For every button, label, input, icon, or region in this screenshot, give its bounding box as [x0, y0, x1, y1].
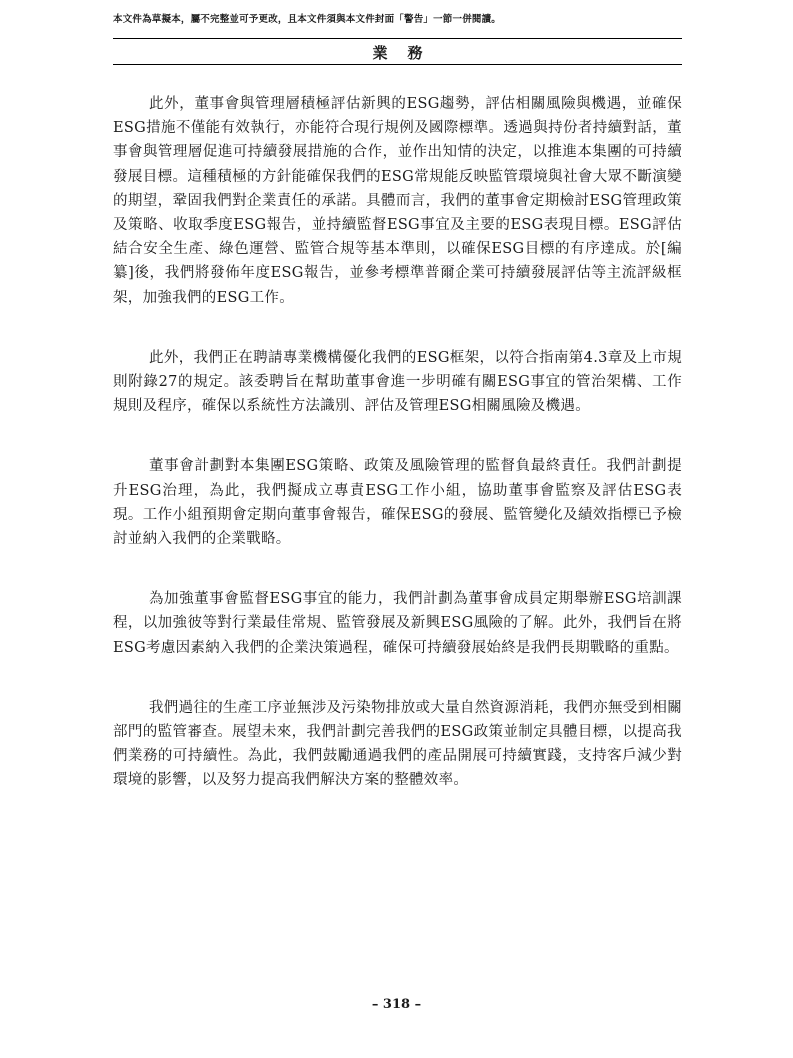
paragraph-environmental-impact: 我們過往的生產工序並無涉及污染物排放或大量自然資源消耗，我們亦無受到相關部門的監管審查。展望未來，我們計劃完善我們的ESG政策並制定具體目標，以提高我們業務的可持續性。為此，我們鼓勵通過我們的產品開展可持續實踐，支持客戶減少對環境的影響，以及努力提高我們解決方案的整體效率。 [113, 699, 682, 789]
section-title: 業務 [372, 44, 443, 62]
paragraph-esg-framework: 此外，我們正在聘請專業機構優化我們的ESG框架，以符合指南第4.3章及上市規則附錄27的規定。該委聘旨在幫助董事會進一步明確有關ESG事宜的管治架構、工作規則及程序，確保以系統性方法識別、評估及管理ESG相關風險及機遇。 [113, 349, 682, 415]
page-number: – 318 – [371, 997, 422, 1012]
header-rule-top [113, 38, 682, 39]
draft-warning-notice: 本文件為草擬本，屬不完整並可予更改，且本文件須與本文件封面「警告」一節一併閱讀。 [113, 14, 502, 25]
paragraph-esg-training: 為加強董事會監督ESG事宜的能力，我們計劃為董事會成員定期舉辦ESG培訓課程，以加強彼等對行業最佳常規、監管發展及新興ESG風險的了解。此外，我們旨在將ESG考慮因素納入我們的企業決策過程，確保可持續發展始終是我們長期戰略的重點。 [113, 591, 682, 656]
header-rule-bottom [113, 64, 682, 65]
paragraph-esg-board-oversight: 此外，董事會與管理層積極評估新興的ESG趨勢，評估相關風險與機遇，並確保ESG措施不僅能有效執行，亦能符合現行規例及國際標準。透過與持份者持續對話，董事會與管理層促進可持續發展措施的合作，並作出知情的決定，以推進本集團的可持續發展目標。這種積極的方針能確保我們的ESG常規能反映監管環境與社會大眾不斷演變的期望，鞏固我們對企業責任的承諾。具體而言，我們的董事會定期檢討ESG管理政策及策略、收取季度ESG報告，並持續監督ESG事宜及主要的ESG表現目標。ESG評估結合安全生產、綠色運營、監管合規等基本準則，以確保ESG目標的有序達成。於[編纂]後，我們將發佈年度ESG報告，並參考標準普爾企業可持續發展評估等主流評級框架，加強我們的ESG工作。 [113, 96, 682, 306]
paragraph-esg-governance: 董事會計劃對本集團ESG策略、政策及風險管理的監督負最終責任。我們計劃提升ESG治理，為此，我們擬成立專責ESG工作小組，協助董事會監察及評估ESG表現。工作小組預期會定期向董事會報告，確保ESG的發展、監管變化及績效指標已予檢討並納入我們的企業戰略。 [113, 458, 682, 548]
document-body [113, 92, 682, 829]
